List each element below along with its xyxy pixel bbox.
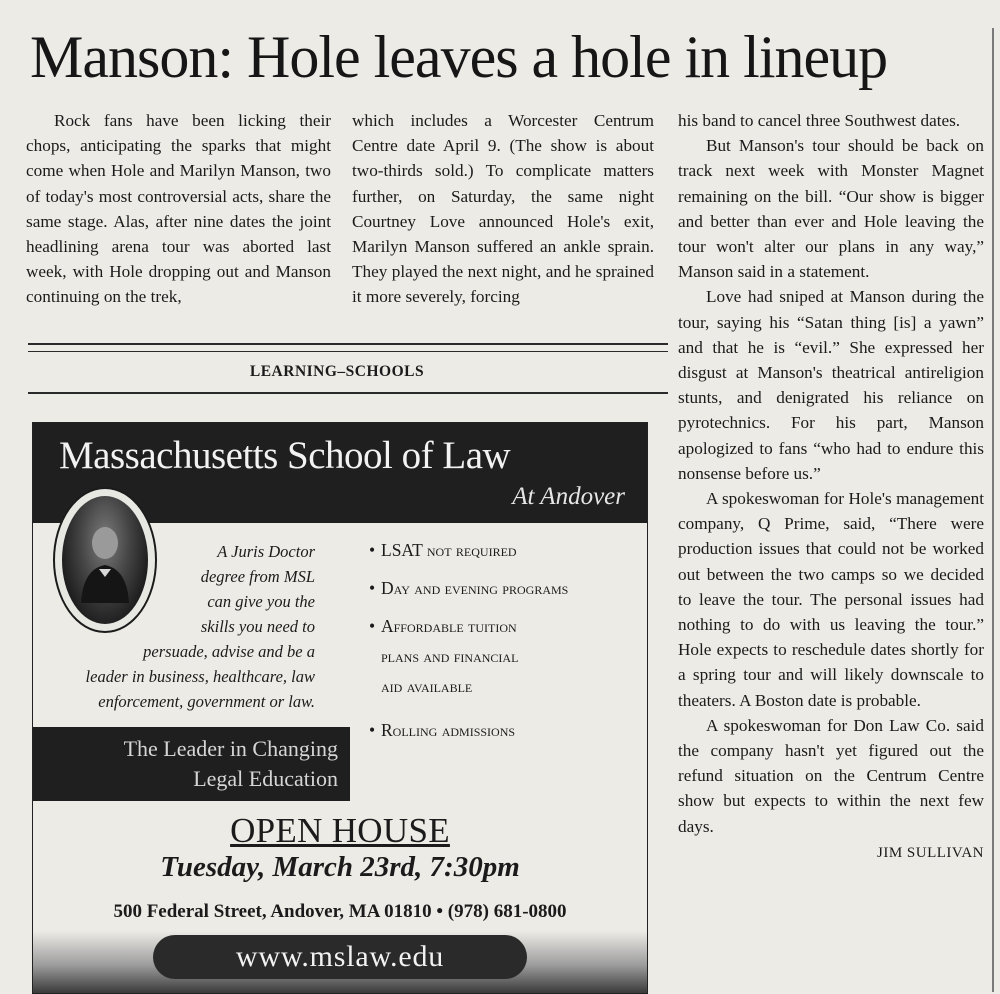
article-column-3 xyxy=(678,108,984,866)
tagline-line: leader in business, healthcare, law xyxy=(85,667,315,686)
ad-slogan-box xyxy=(33,727,350,801)
article-paragraph: Love had sniped at Manson during the tour, saying his “Satan thing [is] a yawn” and that he is “evil.” She expressed her disgust at Manson's theatrical antireligion stunts, and denigrated his reliance on pyrotechnics. For his part, Manson apologized to fans “who had to endure this nonsense before us.” xyxy=(678,287,984,483)
article-paragraph: Rock fans have been licking their chops, anticipating the sparks that might come when Hole and Marilyn Manson, two of today's most controversial acts, share the same stage. Alas, after nine dates the joint headlining arena tour was aborted last week, with Hole dropping out and Manson continuing on the trek, xyxy=(26,111,331,307)
bullet-programs: • Day and evening programs xyxy=(369,573,639,603)
tagline-line: persuade, advise and be a xyxy=(143,642,315,661)
slogan-line: Legal Education xyxy=(193,766,338,791)
event-date: Tuesday, March 23rd, 7:30pm xyxy=(160,851,520,883)
slogan-line: The Leader in Changing xyxy=(123,736,338,761)
tagline-line: A Juris Doctor xyxy=(217,542,315,561)
bullet-tuition: • Affordable tuition xyxy=(369,611,639,641)
headline: Manson: Hole leaves a hole in lineup xyxy=(30,24,888,90)
section-rule-top-thin xyxy=(28,351,668,352)
ad-title: Massachusetts School of Law xyxy=(59,434,511,477)
contact-address: 500 Federal Street, Andover, MA 01810 • (978) 681-0800 xyxy=(113,901,567,922)
article-column-1 xyxy=(26,108,331,310)
article-paragraph: But Manson's tour should be back on track next week with Monster Magnet remaining on the bill. “Our show is bigger and better than ever and Hole leaving the tour won't alter our plans in any way,” Manson said in a statement. xyxy=(678,136,984,282)
bullet-tuition-cont: aid available xyxy=(381,676,473,696)
article-paragraph: his band to cancel three Southwest dates. xyxy=(678,111,961,130)
advertisement xyxy=(32,422,648,994)
bullet-admissions: • Rolling admissions xyxy=(369,715,639,745)
tagline-line: enforcement, government or law. xyxy=(98,692,315,711)
open-house-heading: OPEN HOUSE xyxy=(230,811,450,850)
tagline-line: skills you need to xyxy=(200,617,315,636)
article-column-2 xyxy=(352,108,654,310)
ad-subtitle: At Andover xyxy=(512,483,625,510)
bullet-tuition-cont: plans and financial xyxy=(381,646,519,666)
article-paragraph: which includes a Worcester Centrum Centre date April 9. (The show is about two-thirds sold.) To complicate matters further, on Saturday, the same night Courtney Love announced Hole's exit, Marilyn Manson suffered an ankle sprain. They played the next night, and he sprained it more severely, forcing xyxy=(352,111,654,307)
column-rule xyxy=(992,28,994,992)
section-label: LEARNING–SCHOOLS xyxy=(249,363,425,380)
ad-tagline xyxy=(55,539,315,714)
website-url: www.mslaw.edu xyxy=(153,935,527,979)
article-paragraph: A spokeswoman for Don Law Co. said the company hasn't yet figured out the refund situation on the Centrum Centre show but expects to within the next few days. xyxy=(678,715,984,836)
section-rule-bottom xyxy=(28,392,668,394)
bullet-lsat: • LSAT not required xyxy=(369,535,639,565)
article-paragraph: A spokeswoman for Hole's management company, Q Prime, said, “There were production issues that could not be worked out between the two camps so we decided to leave the tour. The personal issues had nothing to do with us leaving the tour.” Hole expects to reschedule dates shortly for a spring tour and will likely downscale to theaters. A Boston date is probable. xyxy=(678,489,984,710)
ad-bullet-list xyxy=(369,535,639,745)
byline: JIM SULLIVAN xyxy=(877,844,984,861)
tagline-line: can give you the xyxy=(207,592,315,611)
tagline-line: degree from MSL xyxy=(200,567,315,586)
section-rule-top xyxy=(28,343,668,345)
